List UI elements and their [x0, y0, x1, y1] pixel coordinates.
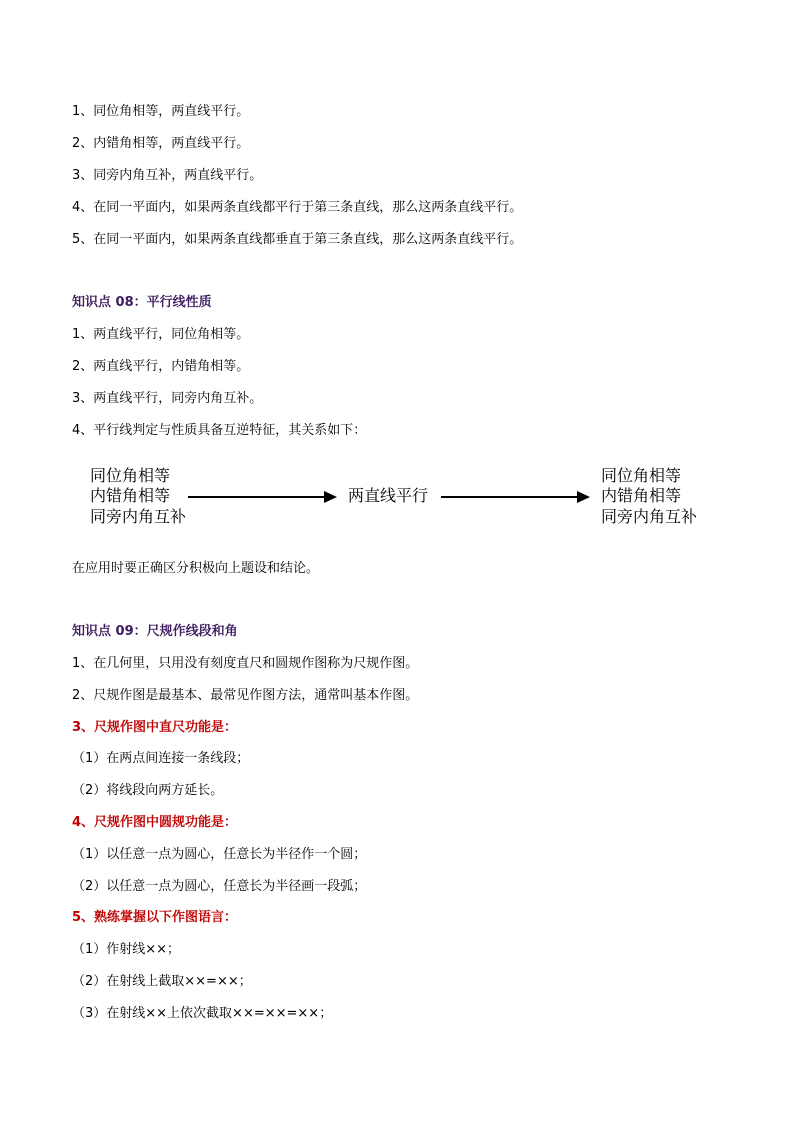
construction-language-item-2: （2）在射线上截取××=××；	[72, 974, 252, 989]
ruler-function-item-2: （2）将线段向两方延长。	[72, 783, 224, 798]
kp08-item-4: 4、平行线判定与性质具备互逆特征，其关系如下：	[72, 423, 367, 438]
diagram-middle: 两直线平行	[348, 486, 429, 505]
judgement-item-5: 5、在同一平面内，如果两条直线都垂直于第三条直线，那么这两条直线平行。	[72, 232, 523, 247]
judgement-item-2: 2、内错角相等，两直线平行。	[72, 136, 250, 151]
compass-function-title: 4、尺规作图中圆规功能是：	[72, 815, 238, 830]
compass-function-item-1: （1）以任意一点为圆心，任意长为半径作一个圆；	[72, 847, 367, 862]
construction-language-item-3: （3）在射线××上依次截取××=××=××；	[72, 1006, 333, 1021]
diagram-left-2: 内错角相等	[90, 486, 171, 505]
kp08-item-1: 1、两直线平行，同位角相等。	[72, 327, 250, 342]
construction-language-title: 5、熟练掌握以下作图语言：	[72, 910, 238, 925]
judgement-item-1: 1、同位角相等，两直线平行。	[72, 104, 250, 119]
kp08-item-3: 3、两直线平行，同旁内角互补。	[72, 391, 263, 406]
kp08-note: 在应用时要正确区分积极向上题设和结论。	[72, 561, 320, 576]
judgement-item-3: 3、同旁内角互补，两直线平行。	[72, 168, 263, 183]
kp09-item-2: 2、尺规作图是最基本、最常见作图方法，通常叫基本作图。	[72, 688, 419, 703]
kp08-item-2: 2、两直线平行，内错角相等。	[72, 359, 250, 374]
diagram-left-1: 同位角相等	[90, 466, 171, 485]
construction-language-item-1: （1）作射线××；	[72, 942, 181, 957]
diagram-left-3: 同旁内角互补	[90, 507, 187, 526]
kp09-heading: 知识点 09：尺规作线段和角	[72, 624, 238, 639]
compass-function-item-2: （2）以任意一点为圆心，任意长为半径画一段弧；	[72, 879, 367, 894]
kp09-item-1: 1、在几何里，只用没有刻度直尺和圆规作图称为尺规作图。	[72, 656, 419, 671]
diagram-right-2: 内错角相等	[601, 486, 682, 505]
ruler-function-item-1: （1）在两点间连接一条线段；	[72, 751, 250, 766]
arrow-right-icon	[188, 490, 338, 504]
arrow-right-icon	[441, 490, 591, 504]
diagram-right-3: 同旁内角互补	[601, 507, 698, 526]
kp08-heading: 知识点 08：平行线性质	[72, 295, 212, 310]
diagram-right-1: 同位角相等	[601, 466, 682, 485]
judgement-item-4: 4、在同一平面内，如果两条直线都平行于第三条直线，那么这两条直线平行。	[72, 200, 523, 215]
ruler-function-title: 3、尺规作图中直尺功能是：	[72, 720, 238, 735]
